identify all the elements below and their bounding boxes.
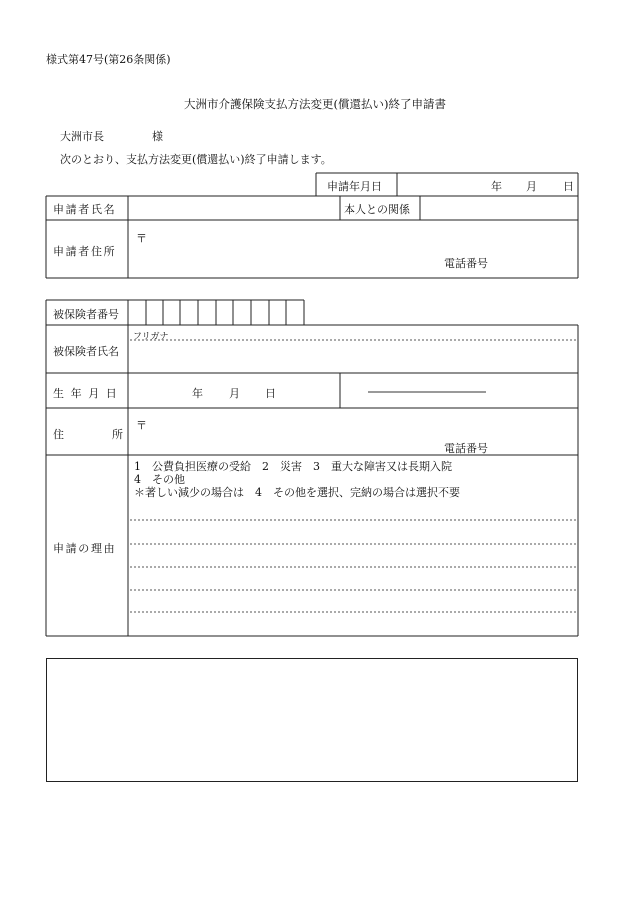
applicant-name-field[interactable] — [130, 198, 338, 218]
furigana-label: フリガナ — [133, 332, 169, 342]
applicant-address-field[interactable] — [130, 222, 576, 276]
applicant-postal-mark: 〒 — [136, 232, 147, 245]
reason-option-line-2: 4 その他 — [134, 473, 185, 486]
insured-name-field[interactable] — [130, 342, 576, 371]
birth-year: 年 — [192, 387, 203, 400]
insured-address-label-2: 所 — [112, 428, 123, 441]
insured-number-boxes[interactable] — [129, 301, 303, 324]
relation-field[interactable] — [422, 198, 576, 218]
insured-postal-mark: 〒 — [136, 419, 147, 432]
reason-option-line-1: 1 公費負担医療の受給 2 災害 3 重大な障害又は長期入院 — [134, 460, 452, 473]
relation-label: 本人との関係 — [344, 203, 410, 216]
insured-number-label: 被保険者番号 — [53, 308, 119, 321]
applicant-phone-label: 電話番号 — [444, 257, 488, 270]
application-date-month: 月 — [526, 180, 537, 193]
insured-phone-label: 電話番号 — [444, 442, 488, 455]
honorific: 様 — [152, 130, 163, 143]
insured-address-field[interactable] — [130, 410, 576, 453]
reason-label: 申請の理由 — [53, 542, 117, 555]
reason-text-area[interactable] — [130, 500, 576, 634]
birthdate-label: 生年月日 — [53, 387, 124, 400]
form-number: 様式第47号(第26条関係) — [46, 53, 171, 66]
remarks-box[interactable] — [47, 659, 577, 781]
birth-month: 月 — [229, 387, 240, 400]
insured-address-label-1: 住 — [53, 428, 64, 441]
application-date-label: 申請年月日 — [327, 180, 382, 193]
birth-day: 日 — [265, 387, 276, 400]
intro-text: 次のとおり、支払方法変更(償還払い)終了申請します。 — [60, 153, 332, 166]
addressee: 大洲市長 — [60, 130, 104, 143]
application-date-field[interactable] — [400, 175, 574, 194]
applicant-name-label: 申請者氏名 — [53, 203, 117, 216]
application-date-day: 日 — [563, 180, 574, 193]
insured-name-label: 被保険者氏名 — [53, 345, 119, 358]
reason-note: ＊著しい減少の場合は 4 その他を選択、完納の場合は選択不要 — [134, 486, 460, 499]
applicant-address-label: 申請者住所 — [53, 245, 117, 258]
application-date-year: 年 — [491, 180, 502, 193]
document-title: 大洲市介護保険支払方法変更(償還払い)終了申請書 — [184, 97, 446, 111]
birthdate-field[interactable] — [130, 375, 338, 406]
